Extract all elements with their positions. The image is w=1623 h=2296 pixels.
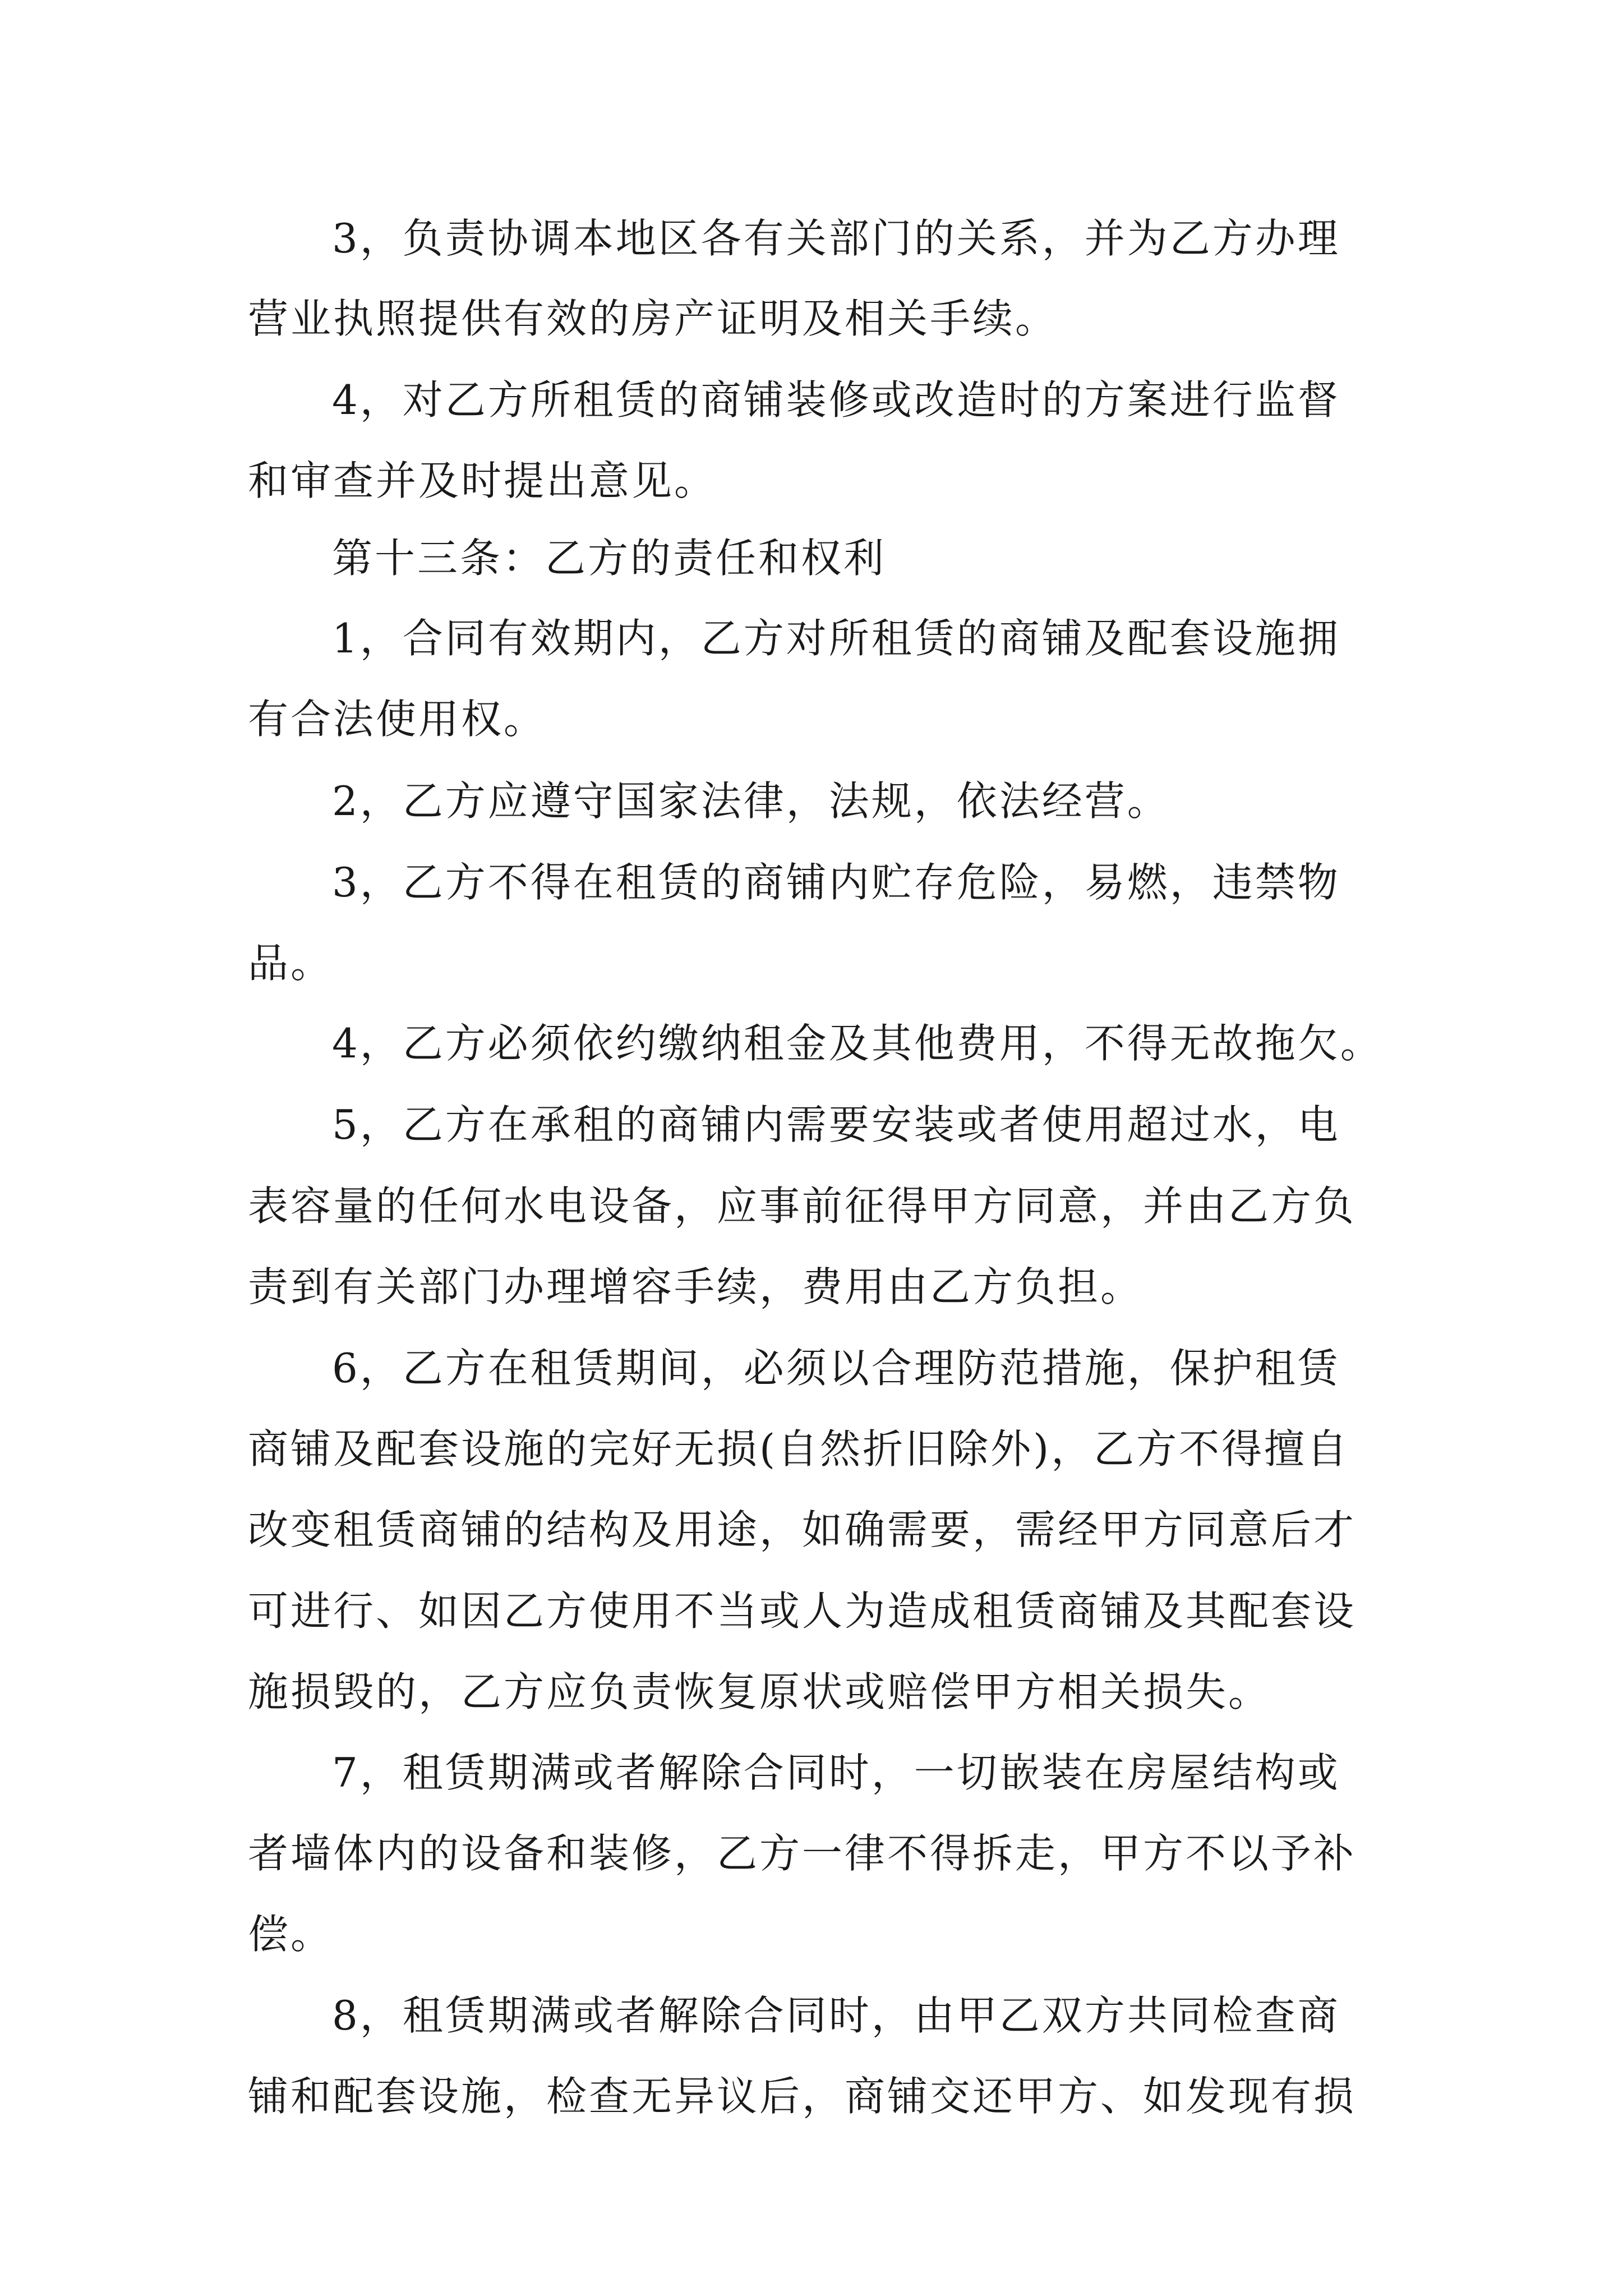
item-1-line-2: 有合法使用权。 — [248, 696, 547, 743]
item-6-line-3: 改变租赁商铺的结构及用途，如确需要，需经甲方同意后才 — [248, 1506, 1357, 1553]
paragraph-4-line-1: 4，对乙方所租赁的商铺装修或改造时的方案进行监督 — [332, 376, 1340, 424]
paragraph-3-line-1: 3，负责协调本地区各有关部门的关系，并为乙方办理 — [332, 215, 1340, 262]
item-8-line-2: 铺和配套设施，检查无异议后，商铺交还甲方、如发现有损 — [248, 2073, 1357, 2120]
item-2-line-1: 2，乙方应遵守国家法律，法规，依法经营。 — [332, 777, 1170, 825]
item-5-line-3: 责到有关部门办理增容手续，费用由乙方负担。 — [248, 1263, 1144, 1310]
item-3-line-2: 品。 — [248, 940, 334, 987]
article-13-heading: 第十三条：乙方的责任和权利 — [332, 535, 887, 582]
paragraph-4-line-2: 和审查并及时提出意见。 — [248, 457, 717, 504]
item-7-line-2: 者墙体内的设备和装修，乙方一律不得拆走，甲方不以予补 — [248, 1830, 1357, 1877]
paragraph-3-line-2: 营业执照提供有效的房产证明及相关手续。 — [248, 295, 1058, 342]
item-7-line-1: 7，租赁期满或者解除合同时，一切嵌装在房屋结构或 — [332, 1749, 1340, 1796]
item-4-line-1: 4，乙方必须依约缴纳租金及其他费用，不得无故拖欠。 — [332, 1020, 1383, 1067]
item-3-line-1: 3，乙方不得在租赁的商铺内贮存危险，易燃，违禁物 — [332, 859, 1340, 906]
item-5-line-2: 表容量的任何水电设备，应事前征得甲方同意，并由乙方负 — [248, 1182, 1357, 1230]
item-6-line-5: 施损毁的，乙方应负责恢复原状或赔偿甲方相关损失。 — [248, 1668, 1271, 1715]
item-5-line-1: 5，乙方在承租的商铺内需要安装或者使用超过水，电 — [332, 1101, 1340, 1148]
item-6-line-2: 商铺及配套设施的完好无损(自然折旧除外)，乙方不得擅自 — [248, 1425, 1350, 1473]
item-7-line-3: 偿。 — [248, 1911, 334, 1958]
item-6-line-1: 6，乙方在租赁期间，必须以合理防范措施，保护租赁 — [332, 1345, 1340, 1392]
item-6-line-4: 可进行、如因乙方使用不当或人为造成租赁商铺及其配套设 — [248, 1588, 1357, 1635]
item-1-line-1: 1，合同有效期内，乙方对所租赁的商铺及配套设施拥 — [332, 615, 1340, 662]
item-8-line-1: 8，租赁期满或者解除合同时，由甲乙双方共同检查商 — [332, 1992, 1340, 2039]
